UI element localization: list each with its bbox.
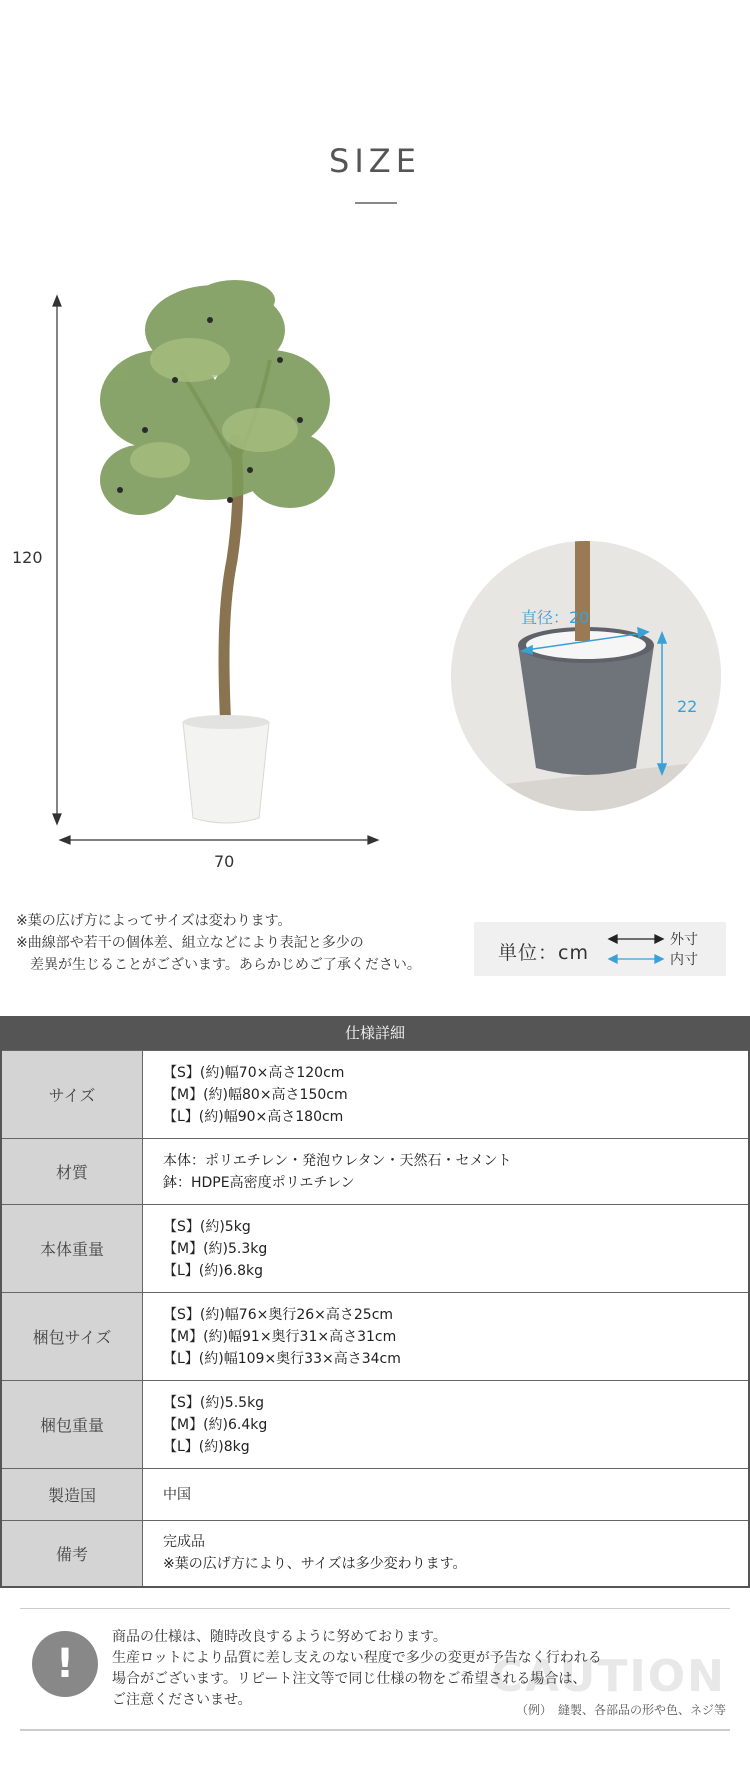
size-title: SIZE [329, 142, 421, 180]
spec-table [0, 1050, 750, 1588]
table-row [1, 1139, 749, 1205]
row-label: 材質 [1, 1139, 143, 1205]
exclamation-icon: ! [32, 1631, 98, 1697]
caution-example: （例） 縫製、各部品の形や色、ネジ等 [515, 1703, 726, 1717]
spec-section [0, 1016, 750, 1588]
table-row [1, 1293, 749, 1381]
product-illustration [0, 0, 750, 880]
size-notes [16, 910, 421, 976]
note-line: 差異が生じることがございます。あらかじめご了承ください。 [30, 957, 421, 973]
note-line: ※曲線部や若干の個体差、組立などにより表記と多少の [16, 935, 364, 951]
caution-text: 商品の仕様は、随時改良するように努めております。 生産ロットにより品質に差し支えのない程度で多少の変更が予告なく行われる 場合がございます。リピート注文等で同じ仕様の物をご希望される場合は、 ご注意くださいませ。 [112, 1629, 602, 1708]
row-label: 製造国 [1, 1469, 143, 1521]
legend-arrows [606, 922, 666, 976]
caution-box [20, 1608, 730, 1731]
height-arrow [53, 296, 61, 824]
unit-legend-box [474, 922, 726, 976]
spec-header: 仕様詳細 [0, 1016, 750, 1050]
row-value: 本体：ポリエチレン・発泡ウレタン・天然石・セメント 鉢：HDPE高密度ポリエチレン [143, 1139, 750, 1205]
table-row [1, 1381, 749, 1469]
height-dimension-label: 120 [12, 548, 43, 567]
table-row [1, 1051, 749, 1139]
row-label: 備考 [1, 1521, 143, 1587]
pot-closeup-illustration [451, 541, 721, 811]
row-value: 【S】(約)幅70×高さ120cm 【M】(約)幅80×高さ150cm 【L】(約)幅90×高さ180cm [143, 1051, 750, 1139]
pot-height-label: 22 [677, 697, 698, 716]
width-dimension-label: 70 [214, 852, 235, 871]
row-label: 梱包重量 [1, 1381, 143, 1469]
row-value: 完成品 ※葉の広げ方により、サイズは多少変わります。 [143, 1521, 750, 1587]
row-label: 梱包サイズ [1, 1293, 143, 1381]
row-value: 【S】(約)5.5kg 【M】(約)6.4kg 【L】(約)8kg [143, 1381, 750, 1469]
row-label: サイズ [1, 1051, 143, 1139]
table-row [1, 1521, 749, 1587]
width-arrow [60, 836, 378, 844]
outer-size-legend: 外寸 [670, 932, 698, 948]
tree-illustration [100, 280, 335, 823]
table-row [1, 1205, 749, 1293]
table-row [1, 1469, 749, 1521]
row-value: 【S】(約)5kg 【M】(約)5.3kg 【L】(約)6.8kg [143, 1205, 750, 1293]
row-value: 中国 [143, 1469, 750, 1521]
unit-label: 単位：cm [498, 942, 589, 964]
note-line: ※葉の広げ方によってサイズは変わります。 [16, 913, 292, 929]
pot-diameter-label: 直径：20 [521, 608, 590, 627]
row-label: 本体重量 [1, 1205, 143, 1293]
row-value: 【S】(約)幅76×奥行26×高さ25cm 【M】(約)幅91×奥行31×高さ31cm 【L】(約)幅109×奥行33×高さ34cm [143, 1293, 750, 1381]
caution-watermark: CAUTION [490, 1651, 726, 1702]
inner-size-legend: 内寸 [670, 952, 698, 968]
